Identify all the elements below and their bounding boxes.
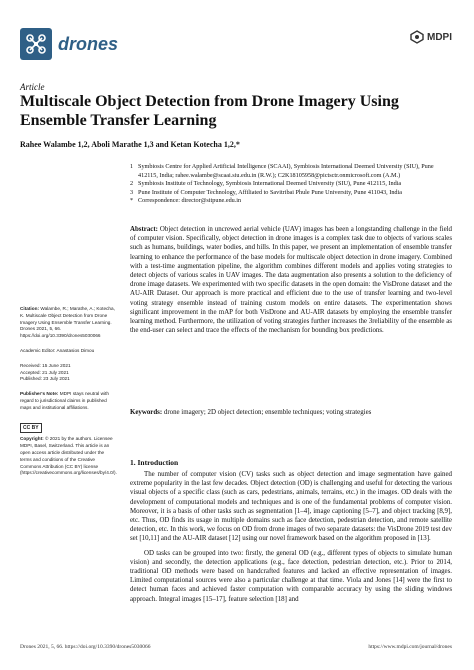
article-type: Article	[20, 82, 45, 92]
abstract-label: Abstract:	[130, 226, 158, 233]
academic-editor: Academic Editor: Anastasios Dimou	[20, 347, 95, 353]
keywords-text: drone imagery; 2D object detection; ensemble techniques; voting strategies	[163, 409, 372, 416]
drone-logo-icon	[20, 28, 52, 60]
footer-citation[interactable]: Drones 2021, 5, 66. https://doi.org/10.3390/drones5030066	[20, 644, 151, 650]
section-heading: 1. Introduction	[130, 458, 179, 467]
affiliations	[130, 163, 450, 206]
paragraph: The number of computer vision (CV) tasks such as object detection and image segmentation have gained extreme popularity in the last few decades. Object detection (OD) is challenging and useful for detecting the various visual objects of a specific class (such as cars, pedestrians, animals, terrains, etc.) in the images. OD deals with the development of computational models and techniques and is one of the fundamental problems of computer vision. Moreover, it is a basis of other tasks such as segmentation [1–4], image captioning [5–7], and object tracking [8,9], etc. Thus, OD finds its usage in multiple domains such as face detection, pedestrian detection, and remote satellite detection, etc. In this work, we focus on OD from drone images of two separate datasets: the VisDrone 2019 test dev set [10,11] and the AU-AIR dataset [12] using our novel framework based on the algorithm proposed in [13].	[130, 471, 452, 543]
journal-name: drones	[58, 33, 119, 54]
dates-block	[20, 363, 116, 383]
abstract-text: Object detection in uncrewed aerial vehicle (UAV) images has been a longstanding challenge in the field of computer vision. Specifically, object detection in drone images is a complex task due to objects of various scales such as humans, buildings, water bodies, and hills. In this paper, we present an implementation of ensemble transfer learning to enhance the performance of the base models for multiscale object detection in drone imagery. Combined with a test-time augmentation pipeline, the algorithm combines different models and applies voting strategies to detect objects of various scales in UAV images. The data augmentation also presents a solution to the deficiency of drone image datasets. We experimented with two specific datasets in the open domain: the VisDrone dataset and the AU-AIR Dataset. Our approach is more practical and efficient due to the use of transfer learning and two-level voting strategy ensemble instead of training custom models on entire datasets. The experimentation shows significant improvement in the mAP for both VisDrone and AU-AIR datasets by employing the ensemble transfer learning method. Furthermore, the utilization of voting strategies further increases the 3reliability of the ensemble as the end-user can select and trace the effects of the mechanism for bounding box predictions.	[130, 226, 452, 335]
affiliation-1: 1 Symbiosis Centre for Applied Artificial Intelligence (SCAAI), Symbiosis International Deemed University (SIU), Pune 412115, India; rahee.walambe@scaai.siu.edu.in (R.W.); C2K18105958@pictsctr.onmicrosoft.com (A.M.)	[130, 163, 434, 179]
published-date: Published: 23 July 2021	[20, 376, 70, 382]
mdpi-mark-icon	[410, 30, 424, 44]
cc-license-badge[interactable]: CC BY	[20, 423, 42, 434]
mdpi-wordmark: MDPI	[427, 31, 452, 43]
paragraph: OD tasks can be grouped into two: firstly, the general OD (e.g., different types of objects to simulate human vision) and secondly, the detection applications (e.g., face detection, pedestrian detection, etc.). Prior to 2014, traditional OD methods were based on handcrafted features and lacked an effective representation of images. Limited computational sources were also a particular challenge at that time. Viola and Jones [14] were the first to detect human faces and achieved faster computation with comparable accuracy by using the sliding windows approach. Integral images [15–17], feature selection [18] and	[130, 549, 452, 603]
journal-header	[20, 28, 452, 68]
keywords-label: Keywords:	[130, 409, 163, 416]
abstract	[130, 225, 452, 335]
received-date: Received: 15 June 2021	[20, 362, 71, 368]
affiliation-2: 2 Symbiosis Institute of Technology, Symbiosis International Deemed University (SIU), Pune 412115, India	[130, 180, 402, 188]
affiliation-3: 3 Pune Institute of Computer Technology, Affiliated to Savitribai Phule Pune University, Pune 411043, India	[130, 188, 402, 196]
citation-block[interactable]: Citation: Walambe, R.; Marathe, A.; Kotecha, K. Multiscale Object Detection from Drone Imagery Using Ensemble Transfer Learning. Drones 2021, 5, 66. https://doi.org/10.3390/drones5030066	[20, 306, 115, 339]
publisher-note: Publisher's Note: MDPI stays neutral with regard to jurisdictional claims in published maps and institutional affiliations.	[20, 391, 109, 410]
section-body	[130, 470, 452, 609]
author-list: Rahee Walambe 1,2, Aboli Marathe 1,3 and Ketan Kotecha 1,2,*	[20, 140, 240, 149]
correspondence: * Correspondence: director@sitpune.edu.in	[130, 197, 242, 205]
keywords	[130, 408, 452, 417]
accepted-date: Accepted: 21 July 2021	[20, 369, 69, 375]
article-info-sidebar	[20, 306, 116, 485]
journal-logo[interactable]	[20, 28, 118, 60]
mdpi-logo[interactable]	[410, 30, 452, 44]
footer-journal-url[interactable]: https://www.mdpi.com/journal/drones	[368, 644, 452, 650]
copyright-block: Copyright: © 2021 by the authors. Licensee MDPI, Basel, Switzerland. This article is an open access article distributed under the terms and conditions of the Creative Commons Attribution (CC BY) license (https://creativecommons.org/licenses/by/4.0/).	[20, 436, 117, 476]
paper-title: Multiscale Object Detection from Drone Imagery Using Ensemble Transfer Learning	[20, 93, 399, 129]
page-footer	[20, 644, 452, 650]
